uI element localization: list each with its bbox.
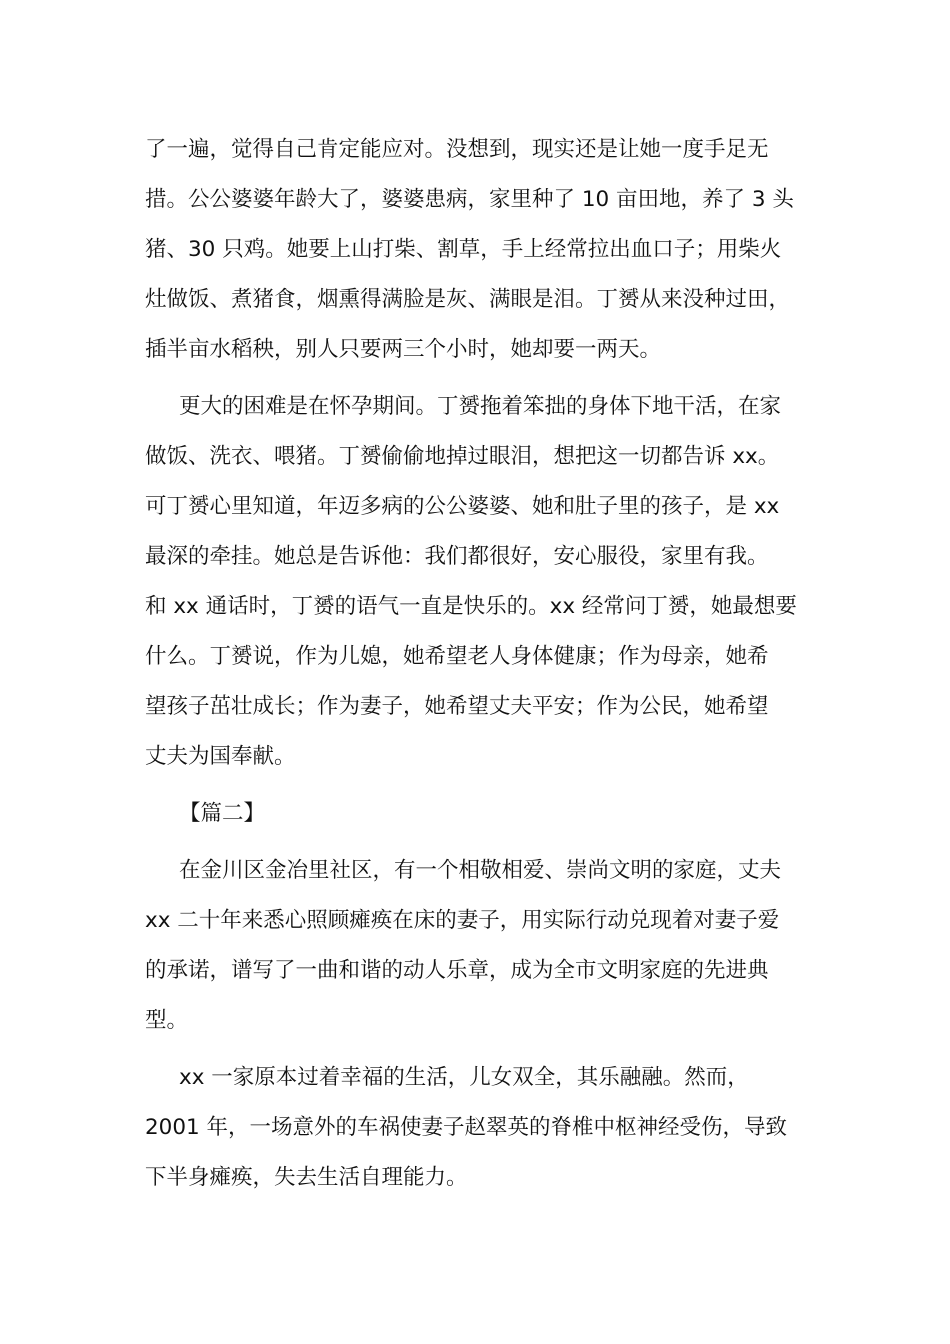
section-heading [145, 789, 807, 839]
text-line: 2001 年，一场意外的车祸使妻子赵翠英的脊椎中枢神经受伤，导致 [145, 1115, 788, 1140]
text-line: 了一遍，觉得自己肯定能应对。没想到，现实还是让她一度手足无 [145, 137, 769, 162]
text-line: 做饭、洗衣、喂猪。丁赟偷偷地掉过眼泪，想把这一切都告诉 xx。 [145, 444, 780, 469]
text-line: 最深的牵挂。她总是告诉他：我们都很好，安心服役，家里有我。 [145, 544, 769, 569]
text-line: 在金川区金冶里社区，有一个相敬相爱、崇尚文明的家庭，丈夫 [179, 858, 782, 883]
text-line: 型。 [145, 1008, 189, 1033]
paragraph-1 [145, 125, 807, 375]
paragraph-3 [145, 846, 807, 1046]
text-line: 望孩子茁壮成长；作为妻子，她希望丈夫平安；作为公民，她希望 [145, 694, 769, 719]
text-line: 下半身瘫痪，失去生活自理能力。 [145, 1165, 468, 1190]
text-line: 什么。丁赟说，作为儿媳，她希望老人身体健康；作为母亲，她希 [145, 644, 769, 669]
paragraph-4 [145, 1053, 807, 1203]
text-line: 和 xx 通话时，丁赟的语气一直是快乐的。xx 经常问丁赟，她最想要 [145, 594, 797, 619]
section-heading-text: 【篇二】 [179, 801, 266, 826]
text-line: 的承诺，谱写了一曲和谐的动人乐章，成为全市文明家庭的先进典 [145, 958, 769, 983]
paragraph-2 [145, 382, 807, 782]
text-line: 灶做饭、煮猪食，烟熏得满脸是灰、满眼是泪。丁赟从来没种过田， [145, 287, 791, 312]
text-line: xx 一家原本过着幸福的生活，儿女双全，其乐融融。然而， [179, 1065, 749, 1090]
text-line: 可丁赟心里知道，年迈多病的公公婆婆、她和肚子里的孩子，是 xx [145, 494, 780, 519]
text-line: 措。公公婆婆年龄大了，婆婆患病，家里种了 10 亩田地，养了 3 头 [145, 187, 794, 212]
text-line: xx 二十年来悉心照顾瘫痪在床的妻子，用实际行动兑现着对妻子爱 [145, 908, 780, 933]
text-line: 更大的困难是在怀孕期间。丁赟拖着笨拙的身体下地干活，在家 [179, 394, 782, 419]
body-text [145, 125, 807, 1210]
text-line: 猪、30 只鸡。她要上山打柴、割草，手上经常拉出血口子；用柴火 [145, 237, 782, 262]
text-line: 丈夫为国奉献。 [145, 744, 296, 769]
text-line: 插半亩水稻秧，别人只要两三个小时，她却要一两天。 [145, 337, 662, 362]
